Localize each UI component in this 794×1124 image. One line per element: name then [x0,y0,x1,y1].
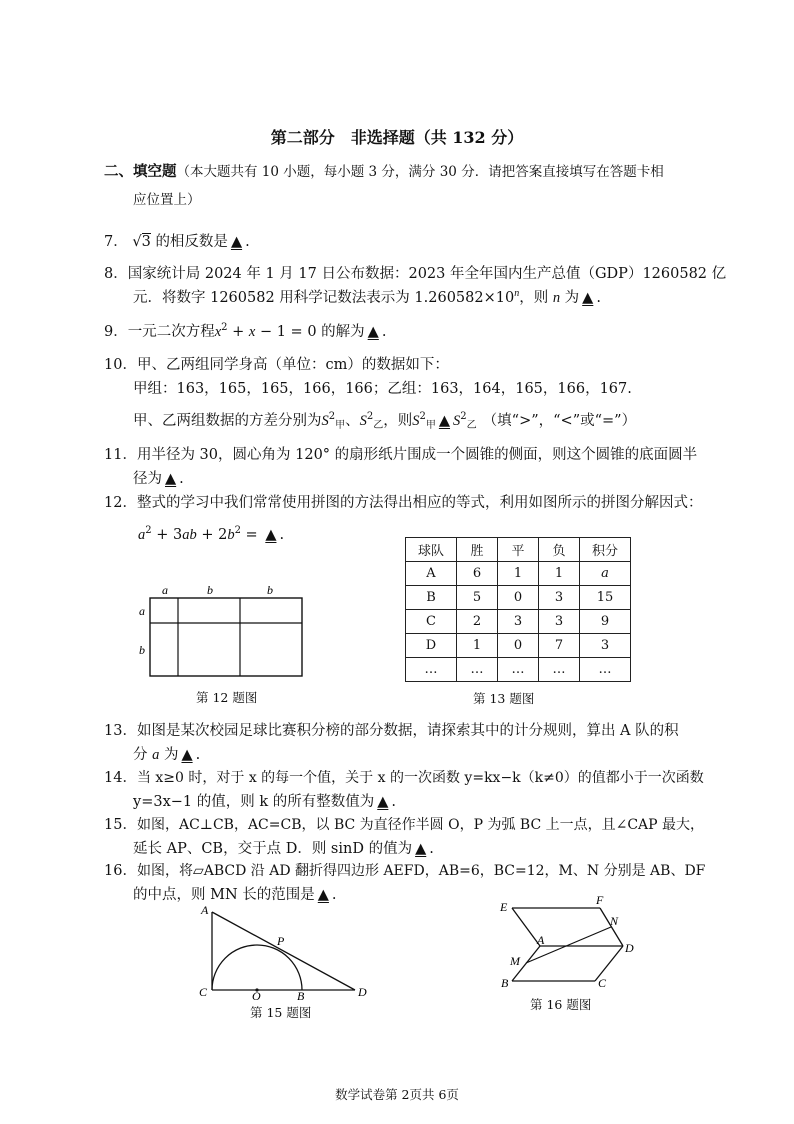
q10-text-1: 甲、乙两组同学身高（单位：cm）的数据如下： [136,357,449,373]
answer-blank[interactable]: ▲ [317,887,329,903]
variance-sq-4: 2 [460,411,467,422]
q11-text-2: 径为 [133,471,162,487]
question-11-line1 [104,443,697,464]
table-cell: C [406,610,457,634]
fig15-label: B [297,989,305,1003]
question-12-expression [138,527,284,544]
question-16-line1 [104,859,705,880]
question-10-line2: 甲组：163，165，165，166，166；乙组：163，164，165，166，167. [133,381,632,397]
question-14-line2 [133,790,396,811]
fig12-top-label: b [207,583,213,597]
sqrt-symbol: √ [132,234,142,250]
question-14-line1 [104,766,704,787]
variance-sq-3: 2 [419,411,426,422]
table-cell: … [457,658,498,682]
table-cell: … [580,658,631,682]
table-header-cell: 负 [539,538,580,562]
q16-text-2: 的中点，则 MN 长的范围是 [133,887,315,903]
question-8-line1 [104,262,726,283]
question-12-line1 [104,491,702,512]
question-10-line1 [104,353,449,374]
answer-blank[interactable]: ▲ [165,471,177,487]
table-header-cell: 积分 [580,538,631,562]
table-cell: B [406,586,457,610]
q10-number: 10． [104,357,137,373]
q13-text-3: 为 [163,747,179,763]
fig16-label: D [625,941,634,955]
score-table [405,537,631,682]
table-cell: 1 [539,562,580,586]
q11-text-1: 用半径为 30，圆心角为 120° 的扇形纸片围成一个圆锥的侧面，则这个圆锥的底面圆半 [136,447,698,463]
fig15-label: A [201,903,209,917]
fig16-label: M [510,954,520,968]
q9-end: . [381,324,387,340]
fig12-top-label: b [267,583,273,597]
fig15-label: P [277,934,285,948]
variance-sq: 2 [328,411,336,422]
q9-square: 2 [221,322,228,333]
table-row [406,586,631,610]
table-cell: 3 [498,610,539,634]
table-row [406,562,631,586]
question-13-line1 [104,719,679,740]
fig16-label: A [537,933,545,947]
page-footer: 数学试卷第 2页共 6页 [335,1087,459,1102]
fig16-label: F [596,893,604,907]
q8-text-1: 国家统计局 2024 年 1 月 17 日公布数据：2023 年全年国内生产总值（GDP）1260582 亿 [127,266,727,282]
q15-text-2: 延长 AP、CB，交于点 D．则 sinD 的值为 [133,841,413,857]
q12-text-1: 整式的学习中我们常常使用拼图的方法得出相应的等式，利用如图所示的拼图分解因式： [136,495,703,511]
q16-end: . [331,887,337,903]
question-11-line2 [133,467,184,488]
table-cell: 15 [580,586,631,610]
question-8-line2 [133,286,601,307]
answer-blank[interactable]: ▲ [582,290,594,306]
q9-text-1: 一元二次方程 [127,324,215,340]
table-row [406,610,631,634]
variance-symbol: S [321,413,329,429]
q12-a: a [138,527,146,543]
section-title: 填空题 [133,163,177,180]
q9-var-x2: x [248,324,256,340]
variance-symbol-4: S [453,413,461,429]
answer-blank[interactable]: ▲ [438,413,451,429]
answer-blank[interactable]: ▲ [367,324,379,340]
table-cell: 7 [539,634,580,658]
fig15-caption: 第 15 题图 [250,1005,312,1020]
fig16-label: B [501,976,509,990]
group-jia: 甲 [335,420,346,431]
table-cell: 3 [539,610,580,634]
table-header-row [406,538,631,562]
q9-number: 9． [104,324,128,340]
table-cell: 5 [457,586,498,610]
table-cell: 1 [457,634,498,658]
table-cell: 2 [457,610,498,634]
q9-text-2: − 1 = 0 的解为 [255,324,365,340]
table-cell: 3 [580,634,631,658]
table-row [406,658,631,682]
q12-ab: ab [182,527,197,543]
q16-text-1: 如图，将▱ABCD 沿 AD 翻折得四边形 AEFD，AB=6，BC=12，M、N 分别是 AB、DF [136,863,706,879]
q14-text-1: 当 x≥0 时，对于 x 的每一个值，关于 x 的一次函数 y=kx−k（k≠0）的值都小于一次函数 [136,770,704,786]
group-yi: 乙 [373,420,384,431]
figure-15 [195,900,375,1005]
q8-text-2: 元．将数字 1260582 用科学记数法表示为 1.260582×10 [133,290,515,306]
q9-var-x: x [214,324,222,340]
group-yi-2: 乙 [466,420,477,431]
fig15-label: O [252,989,261,1003]
table-cell: 6 [457,562,498,586]
variance-symbol-2: S [359,413,367,429]
table-cell: 3 [539,586,580,610]
fig15-label: C [199,985,208,999]
table-cell: 1 [498,562,539,586]
table-header-cell: 球队 [406,538,457,562]
table-header-cell: 胜 [457,538,498,562]
q8-number: 8． [104,266,128,282]
fig16-label: N [610,914,619,928]
table-cell: … [498,658,539,682]
fig15-semicircle [212,945,302,990]
table-cell: a [580,562,631,586]
q12-number: 12． [104,495,137,511]
answer-blank[interactable]: ▲ [181,747,193,763]
figure-12 [130,580,310,685]
q16-number: 16． [104,863,137,879]
table-cell: … [539,658,580,682]
table-cell: 0 [498,586,539,610]
q12-p1: + 3 [151,527,183,543]
question-15-line1 [104,813,704,834]
table-cell: … [406,658,457,682]
fig15-label: D [358,985,367,999]
q13-end: . [195,747,201,763]
table-cell: 0 [498,634,539,658]
answer-blank[interactable]: ▲ [377,794,389,810]
fig12-side-label: a [139,604,145,618]
q8-var: n [552,290,561,306]
question-7 [104,230,250,251]
section-header [104,160,664,181]
group-jia-2: 甲 [425,420,436,431]
q11-number: 11． [104,447,137,463]
fig12-caption: 第 12 题图 [196,690,258,705]
q8-text-3: ，则 [519,290,549,306]
q12-end: . [279,527,285,543]
q13-number: 13． [104,723,137,739]
table-cell: 9 [580,610,631,634]
question-9 [104,320,386,341]
section-note-cont: 应位置上） [133,192,201,208]
question-13-line2 [133,743,200,764]
q10-sep: 、 [345,413,360,429]
q14-end: . [391,794,396,810]
q12-p2: + 2 [196,527,228,543]
variance-sq-2: 2 [366,411,374,422]
page-heading: 第二部分 非选择题（共 132 分） [270,128,524,147]
q11-end: . [179,471,184,487]
q8-exponent: n [514,288,520,299]
section-number: 二、 [104,163,133,180]
fig13-caption: 第 13 题图 [473,691,535,706]
answer-blank[interactable]: ▲ [415,841,427,857]
table-cell: A [406,562,457,586]
q8-text-4: 为 [564,290,580,306]
table-row [406,634,631,658]
answer-blank[interactable]: ▲ [230,234,243,250]
q10-text-4: ，则 [383,413,413,429]
q12-sq2: 2 [234,525,241,536]
fig16-caption: 第 16 题图 [530,997,592,1012]
fig16-EA [512,908,540,946]
fig12-top-label: a [162,583,168,597]
answer-blank[interactable]: ▲ [265,527,277,543]
question-10-line3 [133,409,636,430]
q15-text-1: 如图，AC⊥CB，AC=CB，以 BC 为直径作半圆 O，P 为弧 BC 上一点，且∠CAP 最大， [136,817,705,833]
q10-text-3: 甲、乙两组数据的方差分别为 [133,413,322,429]
variance-symbol-3: S [412,413,420,429]
fig12-outer [150,598,302,676]
q12-sq1: 2 [145,525,152,536]
question-15-line2 [133,837,434,858]
fig16-label: C [598,976,607,990]
q14-number: 14． [104,770,137,786]
q15-number: 15． [104,817,137,833]
table-header-cell: 平 [498,538,539,562]
q7-end: . [245,234,250,250]
q15-end: . [429,841,434,857]
q14-text-2: y=3x−1 的值，则 k 的所有整数值为 [133,794,375,810]
table-cell: D [406,634,457,658]
q13-var: a [152,747,160,763]
fig12-side-label: b [139,643,145,657]
figure-16 [490,893,650,993]
fig16-label: E [500,900,508,914]
q7-text: 的相反数是 [155,234,228,250]
q12-b: b [227,527,235,543]
q13-text-1: 如图是某次校园足球比赛积分榜的部分数据，请探索其中的计分规则，算出 A 队的积 [136,723,679,739]
q8-end: . [596,290,601,306]
q10-text-5: （填“>”，“<”或“=”） [482,413,637,429]
q7-radicand: 3 [141,234,151,250]
q7-number: 7． [104,234,128,250]
section-note: （本大题共有 10 小题，每小题 3 分，满分 30 分．请把答案直接填写在答题卡相 [176,164,664,180]
q13-text-2: 分 [133,747,148,763]
q9-plus: + [227,324,249,340]
q12-eq: = [240,527,263,543]
